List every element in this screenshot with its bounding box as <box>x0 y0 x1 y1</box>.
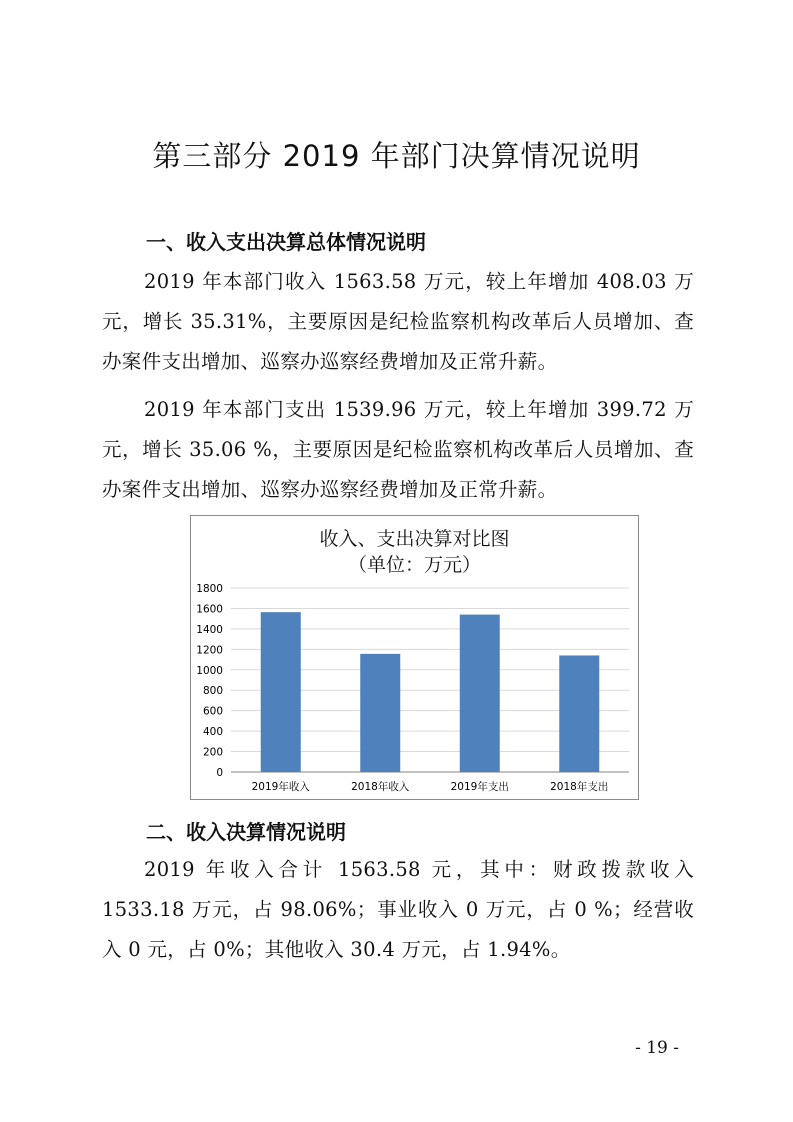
section-1-heading: 一、收入支出决算总体情况说明 <box>146 230 426 254</box>
y-tick-label: 200 <box>202 746 223 759</box>
x-tick-label: 2018年收入 <box>351 781 410 793</box>
bar <box>559 655 599 772</box>
chart-title: 收入、支出决算对比图 <box>319 528 510 550</box>
y-tick-label: 400 <box>202 726 223 739</box>
x-tick-label: 2018年支出 <box>550 781 609 793</box>
y-tick-label: 0 <box>216 767 223 779</box>
chart-plot <box>191 516 638 799</box>
y-tick-label: 600 <box>202 705 223 718</box>
section-2-heading: 二、收入决算情况说明 <box>146 820 346 844</box>
chart-subtitle: （单位：万元） <box>347 554 481 576</box>
x-tick-label: 2019年收入 <box>251 781 310 793</box>
section-2-paragraph-income: 2019 年收入合计 1563.58 元，其中：财政拨款收入 1533.18 万元，占 98.06%；事业收入 0 万元，占 0 %；经营收入 0 元，占 0%；其他收入 30.4 万元，占 1.94%。 <box>102 858 694 961</box>
y-tick-label: 800 <box>202 685 223 698</box>
y-tick-label: 1400 <box>196 623 223 636</box>
x-tick-label: 2019年支出 <box>450 781 509 793</box>
y-tick-label: 1000 <box>196 664 223 677</box>
bar <box>261 612 301 772</box>
y-tick-label: 1600 <box>196 603 223 616</box>
bar <box>360 654 400 772</box>
bar <box>460 615 500 772</box>
y-tick-label: 1800 <box>196 583 223 595</box>
section-1-paragraph-expenditure: 2019 年本部门支出 1539.96 万元，较上年增加 399.72 万元，增长 35.06 %，主要原因是纪检监察机构改革后人员增加、查办案件支出增加、巡察办巡察经费增加及正常升薪。 <box>102 398 694 501</box>
y-tick-label: 1200 <box>196 644 223 657</box>
income-expenditure-chart <box>190 515 639 800</box>
section-1-paragraph-income: 2019 年本部门收入 1563.58 万元，较上年增加 408.03 万元，增长 35.31%，主要原因是纪检监察机构改革后人员增加、查办案件支出增加、巡察办巡察经费增加及正常升薪。 <box>102 270 694 373</box>
page-number: - 19 - <box>635 1038 679 1058</box>
page-title: 第三部分 2019 年部门决算情况说明 <box>152 139 641 173</box>
